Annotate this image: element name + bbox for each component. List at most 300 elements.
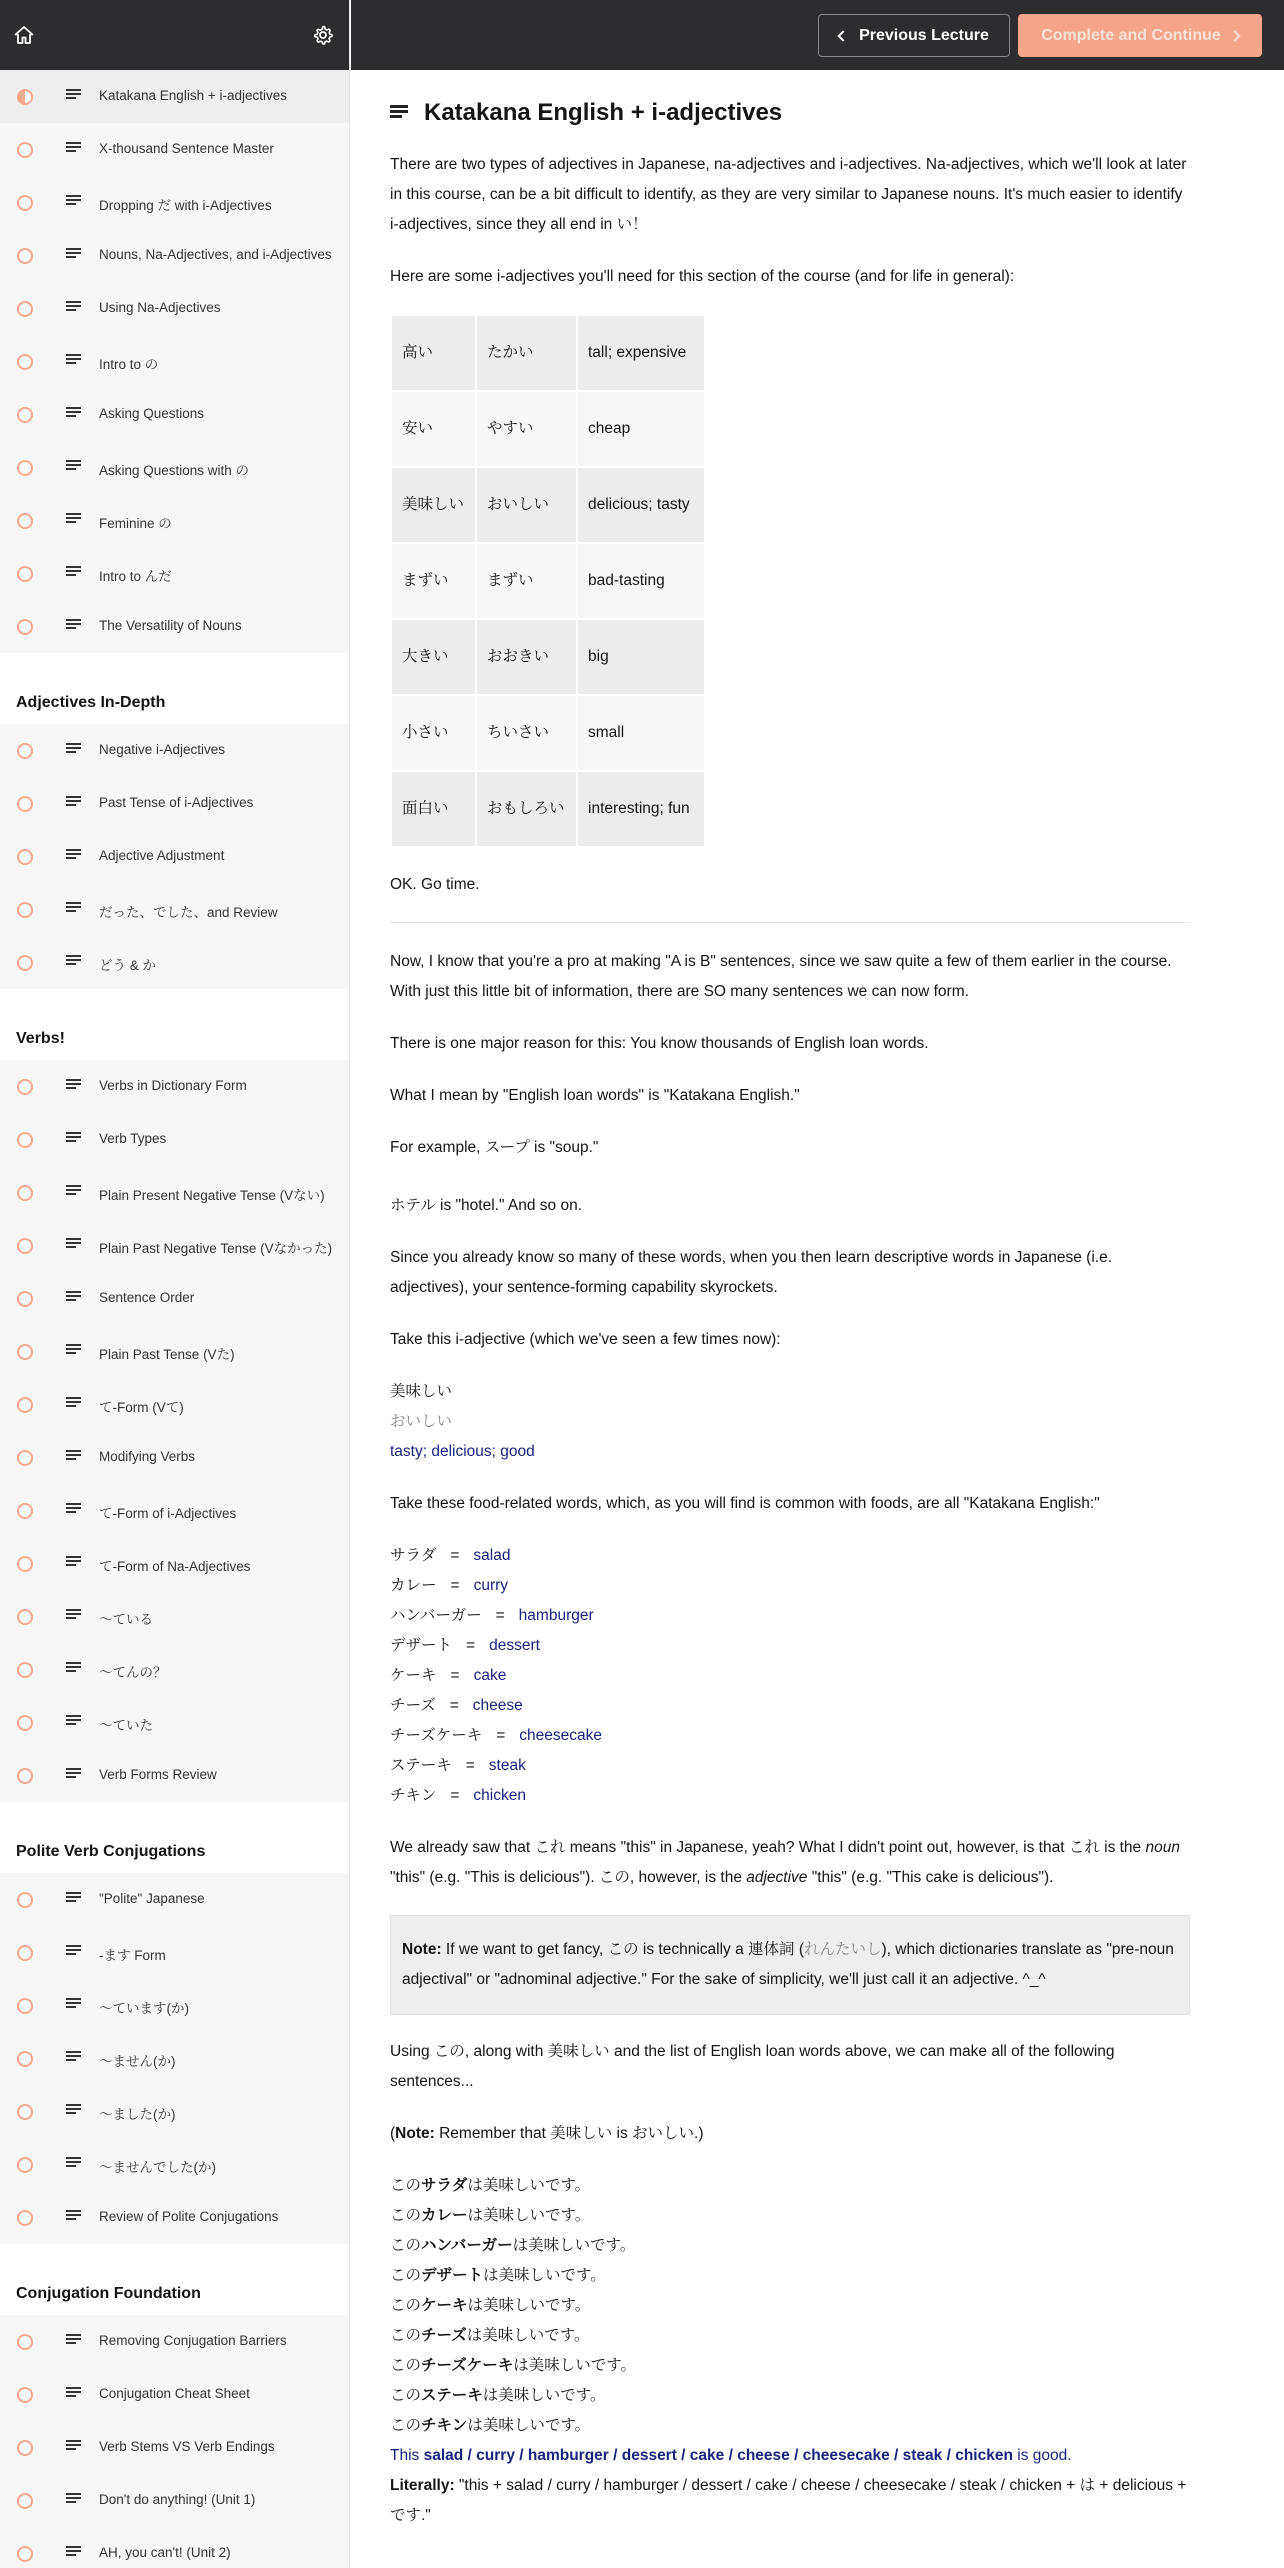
sidebar-lecture-item[interactable] — [0, 1926, 349, 1979]
text-document-icon — [66, 902, 81, 916]
sentence-prefix: この — [390, 2327, 422, 2344]
lecture-label: ～ませんでした(か) — [99, 2160, 216, 2175]
sidebar-lecture-item[interactable] — [0, 70, 349, 123]
text-document-icon — [66, 248, 81, 262]
text-document-icon — [66, 142, 81, 156]
lecture-label: Past Tense of i-Adjectives — [99, 795, 254, 810]
home-icon[interactable] — [13, 24, 35, 46]
equals-sign: = — [450, 1577, 460, 1594]
paragraph-skyrockets: Since you already know so many of these words, when you then learn descriptive words in Japanese (i.e. adjectives), your sentence-forming capability skyrockets. — [390, 1249, 1112, 1296]
sentence-suffix: は美味しいです。 — [467, 2417, 591, 2434]
chevron-right-icon — [1229, 30, 1240, 41]
sidebar-lecture-item[interactable] — [0, 229, 349, 282]
list-item — [390, 1571, 1190, 1601]
text-document-icon — [66, 2104, 81, 2118]
sidebar-lecture-item[interactable] — [0, 1378, 349, 1431]
katakana-word: ハンバーガー — [390, 1607, 482, 1624]
sentence-noun: デザート — [421, 2267, 484, 2284]
note-text-b: ), which dictionaries translate as "pre-noun adjectival" or "adnominal adjective." For the sake of simplicity, we'll just call it an adjective. ^_^ — [402, 1941, 1174, 1988]
sidebar-lecture-item[interactable] — [0, 1431, 349, 1484]
adjective-kanji-cell: 面白い — [392, 772, 475, 846]
adjective-meaning-cell: bad-tasting — [578, 544, 704, 618]
katakana-word: デザート — [390, 1637, 453, 1654]
sidebar-lecture-item[interactable] — [0, 388, 349, 441]
lecture-label: "Polite" Japanese — [99, 1891, 205, 1906]
food-word-list — [390, 1541, 1190, 1811]
adjective-kana-cell: おいしい — [477, 468, 576, 542]
incomplete-circle-icon — [17, 2387, 33, 2403]
equals-sign: = — [466, 1637, 476, 1654]
incomplete-circle-icon — [17, 2104, 33, 2120]
sentence-noun: チーズケーキ — [421, 2357, 514, 2374]
divider — [390, 922, 1190, 923]
incomplete-circle-icon — [17, 2440, 33, 2456]
note-remember-label: Note: — [395, 2125, 435, 2142]
english-word: steak — [488, 1757, 526, 1774]
sidebar-lecture-item[interactable] — [0, 777, 349, 830]
katakana-word: サラダ — [390, 1547, 437, 1564]
sidebar-lecture-item[interactable] — [0, 2474, 349, 2527]
incomplete-circle-icon — [17, 796, 33, 812]
sidebar-lecture-item[interactable] — [0, 600, 349, 653]
incomplete-circle-icon — [17, 1662, 33, 1678]
incomplete-circle-icon — [17, 1945, 33, 1961]
table-row — [392, 620, 704, 694]
lecture-label: Using Na-Adjectives — [99, 300, 221, 315]
lecture-label: だった、でした、and Review — [99, 905, 278, 920]
english-word: salad — [473, 1547, 511, 1564]
incomplete-circle-icon — [17, 2210, 33, 2226]
sidebar-lecture-item[interactable] — [0, 1979, 349, 2032]
lecture-label: Verb Types — [99, 1131, 167, 1146]
sidebar-lecture-item[interactable] — [0, 2032, 349, 2085]
section-title — [0, 653, 349, 724]
noun-emphasis: noun — [1145, 1839, 1180, 1856]
sentence-suffix: は美味しいです。 — [466, 2327, 590, 2344]
equals-sign: = — [450, 1547, 460, 1564]
lecture-label: Verbs in Dictionary Form — [99, 1078, 247, 1093]
lecture-list — [0, 70, 349, 2568]
incomplete-circle-icon — [17, 2493, 33, 2509]
example-sentence — [390, 2231, 1190, 2261]
sidebar-lecture-item[interactable] — [0, 335, 349, 388]
table-row — [392, 316, 704, 390]
lecture-label: ～てんの？ — [99, 1665, 167, 1680]
adjective-meaning-cell: big — [578, 620, 704, 694]
table-row — [392, 468, 704, 542]
note-label: Note: — [402, 1941, 442, 1958]
section-title — [0, 1802, 349, 1873]
intro-paragraph: There are two types of adjectives in Japanese, na-adjectives and i-adjectives. Na-adjectives, which we'll look at later in this course, can be a bit difficult to identify, as they are very similar to Japanese nouns. It's much easier to identify i-adjectives, since they all end in い！ — [390, 156, 1187, 233]
adjective-meaning-cell: cheap — [578, 392, 704, 466]
sidebar-lecture-item[interactable] — [0, 2421, 349, 2474]
text-document-icon — [66, 2440, 81, 2454]
sidebar-lecture-item[interactable] — [0, 1590, 349, 1643]
paragraph-loan-words: What I mean by "English loan words" is "Katakana English." — [390, 1087, 800, 1104]
sidebar-lecture-item[interactable] — [0, 176, 349, 229]
lecture-label: Negative i-Adjectives — [99, 742, 226, 757]
incomplete-circle-icon — [17, 1344, 33, 1360]
lecture-label: Verb Stems VS Verb Endings — [99, 2439, 275, 2454]
incomplete-circle-icon — [17, 142, 33, 158]
text-document-icon — [66, 2051, 81, 2065]
text-document-icon — [66, 619, 81, 633]
sidebar-lecture-item[interactable] — [0, 1873, 349, 1926]
sidebar-header — [0, 0, 349, 70]
sentence-prefix: この — [390, 2267, 422, 2284]
text-document-icon — [66, 566, 81, 580]
literally-text: "this + salad / curry / hamburger / dessert / cake / cheese / cheesecake / steak / chicken + は + delicious + です." — [390, 2477, 1187, 2524]
lecture-label: て-Form (Vて) — [99, 1400, 184, 1415]
incomplete-circle-icon — [17, 566, 33, 582]
sidebar-lecture-item[interactable] — [0, 724, 349, 777]
incomplete-circle-icon — [17, 849, 33, 865]
sidebar-lecture-item[interactable] — [0, 1537, 349, 1590]
incomplete-circle-icon — [17, 248, 33, 264]
incomplete-circle-icon — [17, 513, 33, 529]
incomplete-circle-icon — [17, 1556, 33, 1572]
lecture-label: X-thousand Sentence Master — [99, 141, 274, 156]
text-document-icon — [66, 2546, 81, 2560]
english-word: hamburger — [518, 1607, 594, 1624]
sidebar-lecture-item[interactable] — [0, 2191, 349, 2244]
sidebar-lecture-item[interactable] — [0, 547, 349, 600]
sidebar-lecture-item[interactable] — [0, 936, 349, 989]
sentence-noun: チキン — [421, 2417, 468, 2434]
paragraph-take-adjective: Take this i-adjective (which we've seen a few times now): — [390, 1331, 781, 1348]
list-item — [390, 1691, 1190, 1721]
incomplete-circle-icon — [17, 2546, 33, 2562]
list-item — [390, 1661, 1190, 1691]
section-title-text: Polite Verb Conjugations — [16, 1843, 206, 1860]
paragraph-using-kono: Using この, along with 美味しい and the list of English loan words above, we can make all of the following sentences... — [390, 2043, 1115, 2090]
chevron-left-icon — [837, 30, 848, 41]
adjective-kanji-cell: 安い — [392, 392, 475, 466]
course-sidebar — [0, 0, 350, 2568]
lecture-label: Dropping だ with i-Adjectives — [99, 198, 272, 213]
sentence-suffix: は美味しいです。 — [513, 2357, 637, 2374]
paragraph-soup: For example, スープ is "soup." — [390, 1139, 599, 1156]
sidebar-lecture-item[interactable] — [0, 1060, 349, 1113]
sidebar-lecture-item[interactable] — [0, 1219, 349, 1272]
note-reading: れんたいし — [803, 1941, 882, 1958]
english-word: curry — [473, 1577, 509, 1594]
complete-and-continue-label: Complete and Continue — [1041, 26, 1221, 44]
incomplete-circle-icon — [17, 1450, 33, 1466]
lecture-label: -ます Form — [99, 1948, 166, 1963]
section-title-text: Conjugation Foundation — [16, 2285, 201, 2302]
table-row — [392, 392, 704, 466]
sidebar-lecture-item[interactable] — [0, 2368, 349, 2421]
gear-icon[interactable] — [312, 24, 334, 46]
text-document-icon — [66, 1185, 81, 1199]
text-document-icon — [66, 1662, 81, 1676]
lecture-label: ～ている — [99, 1612, 153, 1627]
sidebar-lecture-item[interactable] — [0, 1166, 349, 1219]
lecture-label: Review of Polite Conjugations — [99, 2209, 279, 2224]
note-text-a: If we want to get fancy, この is technically a 連体詞 ( — [441, 1941, 804, 1958]
lecture-label: Verb Forms Review — [99, 1767, 217, 1782]
lecture-label: Nouns, Na-Adjectives, and i-Adjectives — [99, 247, 332, 262]
text-document-icon — [66, 1503, 81, 1517]
sidebar-lecture-item[interactable] — [0, 2138, 349, 2191]
adjective-kanji-cell: 美味しい — [392, 468, 475, 542]
sidebar-lecture-item[interactable] — [0, 282, 349, 335]
example-sentence — [390, 2171, 1190, 2201]
example-sentence — [390, 2411, 1190, 2441]
text-document-icon — [66, 1291, 81, 1305]
lecture-label: Modifying Verbs — [99, 1449, 196, 1464]
lecture-label: Plain Past Negative Tense (Vなかった) — [99, 1241, 333, 1256]
adjective-kana-cell: やすい — [477, 392, 576, 466]
adjective-kanji-cell: 大きい — [392, 620, 475, 694]
sentence-prefix: この — [390, 2207, 422, 2224]
text-document-icon — [66, 1609, 81, 1623]
equals-sign: = — [450, 1787, 460, 1804]
adjective-table — [390, 314, 706, 848]
text-document-icon — [66, 407, 81, 421]
adjective-meaning-cell: delicious; tasty — [578, 468, 704, 542]
incomplete-circle-icon — [17, 619, 33, 635]
katakana-word: チーズ — [390, 1697, 436, 1714]
paragraph-food-words: Take these food-related words, which, as you will find is common with foods, are all "Katakana English:" — [390, 1495, 1100, 1512]
lecture-label: Katakana English + i-adjectives — [99, 88, 287, 103]
katakana-word: カレー — [390, 1577, 437, 1594]
english-word: dessert — [489, 1637, 540, 1654]
sentence-suffix: は美味しいです。 — [467, 2177, 591, 2194]
text-document-icon — [66, 1945, 81, 1959]
adjective-kana-cell: たかい — [477, 316, 576, 390]
sentence-suffix: は美味しいです。 — [467, 2207, 591, 2224]
incomplete-circle-icon — [17, 195, 33, 211]
table-row — [392, 772, 704, 846]
list-item — [390, 1631, 1190, 1661]
list-item — [390, 1541, 1190, 1571]
incomplete-circle-icon — [17, 1768, 33, 1784]
this-word: This — [390, 2447, 420, 2464]
kore-text-c: "this" (e.g. "This cake is delicious"). — [807, 1869, 1054, 1886]
sidebar-lecture-item[interactable] — [0, 1484, 349, 1537]
lecture-content — [390, 70, 1190, 2531]
english-word: chicken — [473, 1787, 526, 1804]
incomplete-circle-icon — [17, 301, 33, 317]
sidebar-lecture-item[interactable] — [0, 830, 349, 883]
adjective-meaning-cell: small — [578, 696, 704, 770]
incomplete-circle-icon — [17, 1132, 33, 1148]
lecture-label: ～ました(か) — [99, 2107, 176, 2122]
incomplete-circle-icon — [17, 2334, 33, 2350]
incomplete-circle-icon — [17, 2051, 33, 2067]
english-word: cheese — [472, 1697, 523, 1714]
sentence-noun: ケーキ — [421, 2297, 468, 2314]
lecture-label: Adjective Adjustment — [99, 848, 225, 863]
paragraph-kore-kono — [390, 1833, 1190, 1893]
sidebar-lecture-item[interactable] — [0, 494, 349, 547]
incomplete-circle-icon — [17, 407, 33, 423]
kore-text-b: "this" (e.g. "This is delicious"). この, however, is the — [390, 1869, 747, 1886]
section-title-text: Adjectives In-Depth — [16, 694, 166, 711]
example-sentence — [390, 2381, 1190, 2411]
katakana-word: ステーキ — [390, 1757, 452, 1774]
note-remember — [390, 2119, 1190, 2149]
sentence-noun: カレー — [421, 2207, 468, 2224]
adjective-kanji-cell: 高い — [392, 316, 475, 390]
sidebar-lecture-item[interactable] — [0, 1749, 349, 1802]
equals-sign: = — [449, 1697, 459, 1714]
sidebar-lecture-item[interactable] — [0, 1113, 349, 1166]
sentence-suffix: は美味しいです。 — [467, 2297, 591, 2314]
sidebar-lecture-item[interactable] — [0, 2085, 349, 2138]
text-document-icon — [66, 2493, 81, 2507]
sentence-prefix: この — [390, 2177, 422, 2194]
sentence-prefix: この — [390, 2417, 422, 2434]
example-kanji: 美味しい — [390, 1383, 453, 1400]
lecture-label: Sentence Order — [99, 1290, 195, 1305]
example-sentence — [390, 2291, 1190, 2321]
text-document-icon — [66, 1998, 81, 2012]
table-row — [392, 544, 704, 618]
lecture-label: Conjugation Cheat Sheet — [99, 2386, 250, 2401]
adjective-emphasis: adjective — [746, 1869, 808, 1886]
translation-list: salad / curry / hamburger / dessert / cake / cheese / cheesecake / steak / chicken — [423, 2447, 1013, 2464]
example-meaning: tasty; delicious; good — [390, 1443, 535, 1460]
kore-text-a: We already saw that これ means "this" in Japanese, yeah? What I didn't point out, however, is that これ is the — [390, 1839, 1146, 1856]
lecture-label: Asking Questions — [99, 406, 205, 421]
incomplete-circle-icon — [17, 743, 33, 759]
adjective-kanji-cell: まずい — [392, 544, 475, 618]
text-document-icon — [66, 955, 81, 969]
sentence-prefix: この — [390, 2297, 422, 2314]
lecture-label: ～ていた — [99, 1718, 153, 1733]
sentence-prefix: この — [390, 2357, 422, 2374]
list-item — [390, 1751, 1190, 1781]
equals-sign: = — [495, 1607, 505, 1624]
example-sentence — [390, 2201, 1190, 2231]
english-word: cake — [473, 1667, 507, 1684]
adjective-meaning-cell: tall; expensive — [578, 316, 704, 390]
sidebar-lecture-item[interactable] — [0, 1325, 349, 1378]
lecture-label: ～ません(か) — [99, 2054, 176, 2069]
example-adjective — [390, 1377, 1190, 1467]
text-document-icon — [66, 2387, 81, 2401]
katakana-word: チーズケーキ — [390, 1727, 483, 1744]
sidebar-lecture-item[interactable] — [0, 1643, 349, 1696]
katakana-word: チキン — [390, 1787, 437, 1804]
lecture-label: AH, you can't! (Unit 2) — [99, 2545, 231, 2560]
adjective-kana-cell: おおきい — [477, 620, 576, 694]
sentence-suffix: は美味しいです。 — [512, 2237, 636, 2254]
sidebar-lecture-item[interactable] — [0, 1272, 349, 1325]
incomplete-circle-icon — [17, 1998, 33, 2014]
text-document-icon — [66, 1238, 81, 1252]
katakana-word: ケーキ — [390, 1667, 437, 1684]
text-document-icon — [66, 2157, 81, 2171]
lecture-label: ～ています(か) — [99, 2001, 189, 2016]
sentence-noun: ステーキ — [421, 2387, 483, 2404]
adjective-kana-cell: ちいさい — [477, 696, 576, 770]
lecture-label: どう & か — [99, 958, 157, 973]
note-open-paren: ( — [390, 2125, 396, 2142]
text-document-icon — [66, 513, 81, 527]
paragraph-pro: Now, I know that you're a pro at making "A is B" sentences, since we saw quite a few of them earlier in the course. With just this little bit of information, there are SO many sentences we can now form. — [390, 953, 1172, 1000]
text-document-icon — [66, 1556, 81, 1570]
adjective-kanji-cell: 小さい — [392, 696, 475, 770]
text-document-icon — [66, 1892, 81, 1906]
incomplete-circle-icon — [17, 1079, 33, 1095]
lecture-label: Intro to の — [99, 357, 159, 372]
incomplete-circle-icon — [17, 1715, 33, 1731]
sidebar-lecture-item[interactable] — [0, 441, 349, 494]
incomplete-circle-icon — [17, 1397, 33, 1413]
text-document-icon — [390, 105, 408, 121]
list-item — [390, 1781, 1190, 1811]
incomplete-circle-icon — [17, 1892, 33, 1908]
lecture-label: て-Form of Na-Adjectives — [99, 1559, 251, 1574]
incomplete-circle-icon — [17, 460, 33, 476]
adjective-kana-cell: おもしろい — [477, 772, 576, 846]
sidebar-lecture-item[interactable] — [0, 1696, 349, 1749]
text-document-icon — [66, 743, 81, 757]
sidebar-lecture-item[interactable] — [0, 883, 349, 936]
text-document-icon — [66, 1132, 81, 1146]
text-document-icon — [66, 1079, 81, 1093]
text-document-icon — [66, 354, 81, 368]
lecture-label: Asking Questions with の — [99, 463, 250, 478]
text-document-icon — [66, 796, 81, 810]
literally-label: Literally: — [390, 2477, 455, 2494]
lecture-label: Feminine の — [99, 516, 172, 531]
example-kana: おいしい — [390, 1413, 453, 1430]
complete-and-continue-button[interactable] — [1018, 14, 1262, 57]
equals-sign: = — [496, 1727, 506, 1744]
text-document-icon — [66, 89, 81, 103]
sentence-noun: ハンバーガー — [421, 2237, 513, 2254]
lecture-label: Plain Past Tense (Vた) — [99, 1347, 235, 1362]
sentence-noun: サラダ — [421, 2177, 468, 2194]
lecture-heading — [390, 98, 1190, 128]
sidebar-lecture-item[interactable] — [0, 123, 349, 176]
text-document-icon — [66, 1768, 81, 1782]
lecture-label: Intro to んだ — [99, 569, 172, 584]
lecture-topbar — [351, 0, 1284, 70]
incomplete-circle-icon — [17, 1503, 33, 1519]
sidebar-lecture-item[interactable] — [0, 2527, 349, 2568]
incomplete-circle-icon — [17, 1185, 33, 1201]
sidebar-lecture-item[interactable] — [0, 2315, 349, 2368]
previous-lecture-button[interactable] — [818, 14, 1010, 57]
paragraph-reason: There is one major reason for this: You know thousands of English loan words. — [390, 1035, 929, 1052]
translation-period: . — [1067, 2447, 1072, 2464]
go-time-text: OK. Go time. — [390, 876, 480, 893]
literal-translation — [390, 2471, 1190, 2531]
paragraph-hotel: ホテル is "hotel." And so on. — [390, 1197, 583, 1214]
table-row — [392, 696, 704, 770]
is-good-text: is good — [1017, 2447, 1068, 2464]
text-document-icon — [66, 1344, 81, 1358]
sentence-suffix: は美味しいです。 — [483, 2267, 606, 2284]
in-progress-circle-icon — [17, 89, 33, 105]
equals-sign: = — [450, 1667, 460, 1684]
text-document-icon — [66, 2210, 81, 2224]
previous-lecture-label: Previous Lecture — [859, 26, 989, 44]
incomplete-circle-icon — [17, 1238, 33, 1254]
section-title-text: Verbs! — [16, 1030, 65, 1047]
list-item — [390, 1601, 1190, 1631]
adjective-kana-cell: まずい — [477, 544, 576, 618]
sentence-noun: チーズ — [421, 2327, 467, 2344]
incomplete-circle-icon — [17, 354, 33, 370]
lecture-label: Plain Present Negative Tense (Vない) — [99, 1188, 325, 1203]
